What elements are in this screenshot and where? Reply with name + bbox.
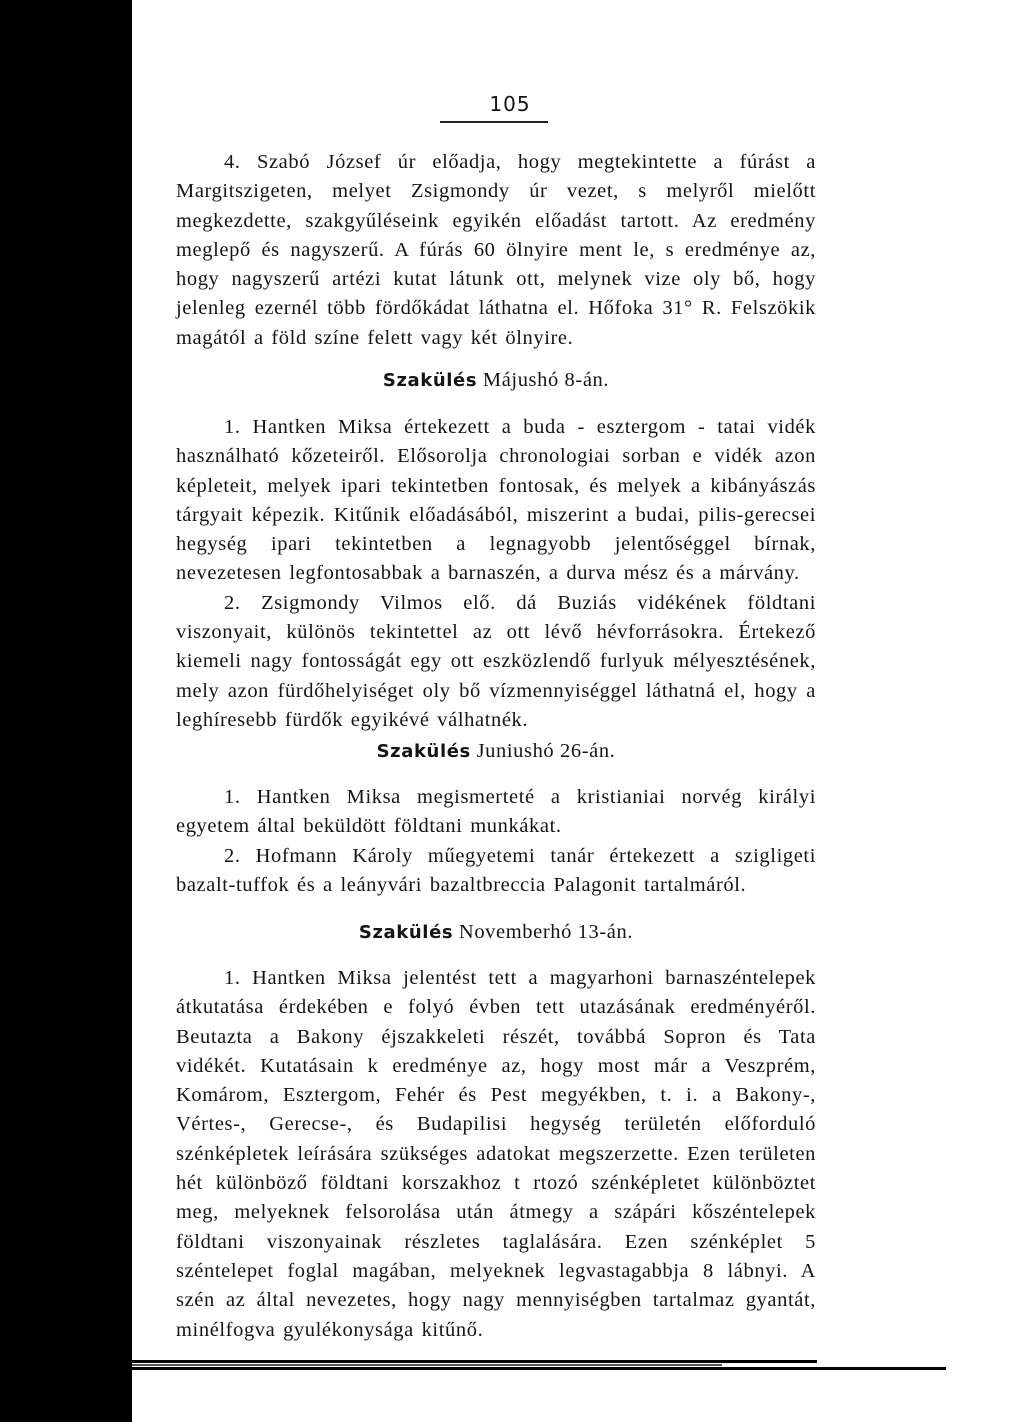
paragraph: 4. Szabó József úr előadja, hogy megtekintette a fúrást a Margitszigeten, melyet Zsigmondy úr vezet, s melyről mielőtt megkezdette, szakgyűléseink egyikén előadást tartott. Az eredmény meglepő és nagyszerű. A fúrás 60 ölnyire ment le, s eredménye az, hogy nagyszerű artézi kutat látunk ott, melynek vize oly bő, hogy jelenleg ezernél több fördőkádat láthatna el. Hőfoka 31° R. Felszökik magától a föld színe felett vagy két ölnyire. xyxy=(176,151,816,349)
session-heading-date: Novemberhó 13-án. xyxy=(458,921,634,943)
session-heading-label: Szakülés xyxy=(376,741,471,762)
session-heading-date: Májushó 8-án. xyxy=(482,369,610,391)
bottom-rule xyxy=(85,1360,817,1363)
session-november-body xyxy=(176,964,816,1345)
paragraph: 1. Hantken Miksa jelentést tett a magyarhoni barnaszéntelepek átkutatása érdekében e folyó évben tett utazásának eredményéről. Beutazta a Bakony éjszakkeleti részét, továbbá Sopron és Tata vidékét. Kutatásain k eredménye az, hogy most már a Veszprém, Komárom, Esztergom, Fehér és Pest megyékben, t. i. a Bakony-, Vértes-, Gerecse-, és Budapilisi hegység területén előforduló szénképletek leírására szükséges adatokat megszerzette. Ezen területen hét különböző földtani korszakhoz t rtozó szénképletet különböztet meg, melyeknek felsorolása után átmegy a szápári kőszéntelepek földtani viszonyainak részletes taglalására. Ezen szénképlet 5 széntelepet foglal magában, melyeknek legvastagabbja 8 lábnyi. A szén az által nevezetes, hogy nagy mennyiségben tartalmaz gyantát, minélfogva gyulékonysága kitűnő. xyxy=(176,967,816,1341)
paragraph: 2. Zsigmondy Vilmos elő. dá Buziás vidékének földtani viszonyait, különös tekintettel az ott lévő hévforrásokra. Értekező kiemeli nagy fontosságát egy ott eszközlendő furlyuk mélyesztésének, mely azon fürdőhelyiséget oly bő vízmennyiséggel láthatná el, hogy a leghíresebb fürdők egyikévé válhatnék. xyxy=(176,591,816,731)
intro-section xyxy=(176,148,816,353)
session-may-body xyxy=(176,413,816,735)
page-number-rule xyxy=(440,121,548,123)
session-heading-label: Szakülés xyxy=(382,370,478,391)
session-heading-date: Juniushó 26-án. xyxy=(476,740,616,762)
page-margin-shadow xyxy=(0,0,132,1422)
paragraph: 2. Hofmann Károly műegyetemi tanár értekezett a szigligeti bazalt-tuffok és a leányvári bazaltbreccia Palagonit tartalmáról. xyxy=(176,844,816,896)
bottom-rule xyxy=(132,1364,722,1366)
session-heading-june xyxy=(176,737,816,766)
session-heading-label: Szakülés xyxy=(358,922,454,943)
session-heading-november xyxy=(176,918,816,947)
paragraph: 1. Hantken Miksa értekezett a buda - esztergom - tatai vidék használható kőzeteiről. Elősorolja chronologiai sorban e vidék azon képleteit, melyek ipari tekintetben fontosak, és melyek a kibányászás tárgyait képezik. Kitűnik előadásából, miszerint a budai, pilis-gerecsei hegység ipari tekintetben a legnagyobb jelentőséggel bírnak, nevezetesen legfontosabbak a barnaszén, a durva mész és a márvány. xyxy=(176,416,816,585)
page-number: 105 xyxy=(489,92,531,116)
session-heading-may xyxy=(176,366,816,395)
bottom-rule xyxy=(76,1367,946,1370)
paragraph: 1. Hantken Miksa megismerteté a kristianiai norvég királyi egyetem által beküldött földtani munkákat. xyxy=(176,786,816,838)
session-june-body xyxy=(176,783,816,900)
